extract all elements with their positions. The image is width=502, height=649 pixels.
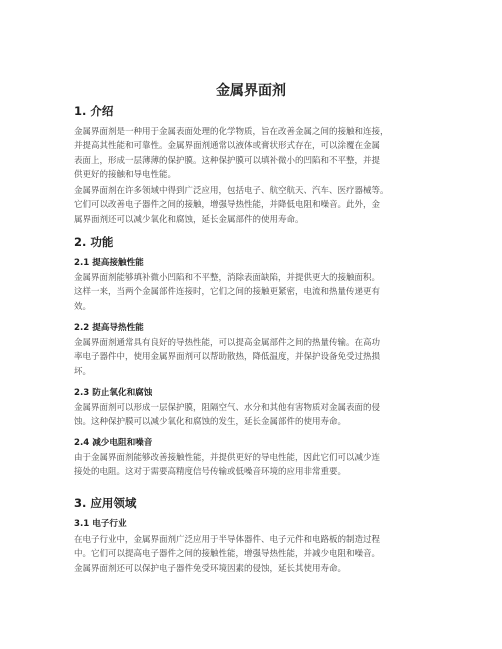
text-line: 蚀。这种保护膜可以减少氧化和腐蚀的发生，延长金属部件的使用寿命。: [74, 417, 347, 428]
text-line: 接处的电阻。这对于需要高精度信号传输或低噪音环境的应用非常重要。: [74, 467, 347, 478]
subsection-heading: 2.4 减少电阻和噪音: [74, 438, 153, 448]
text-line: 金属界面剂可以形成一层保护膜，阻隔空气、水分和其他有害物质对金属表面的侵: [74, 403, 381, 413]
subsection-paragraph: [74, 451, 434, 480]
text-line: 金属界面剂还可以保护电子器件免受环境因素的侵蚀，延长其使用寿命。: [74, 563, 347, 574]
subsection-paragraph: [74, 533, 434, 576]
text-line: 金属界面剂通常具有良好的导热性能，可以提高金属部件之间的热量传输。在高功: [74, 338, 381, 348]
text-line: 中。它们可以提高电子器件之间的接触性能，增强导热性能，并减少电阻和噪音。: [74, 549, 381, 560]
text-line: 效。: [74, 301, 92, 312]
subsection-heading: 2.3 防止氧化和腐蚀: [74, 388, 153, 398]
section-heading-intro: 1. 介绍: [74, 104, 114, 118]
text-line: 金属界面剂是一种用于金属表面处理的化学物质，旨在改善金属之间的接触和连接，: [74, 127, 389, 137]
subsection-heading: 3.1 电子行业: [74, 519, 127, 529]
text-line: 并提高其性能和可靠性。金属界面剂通常以液体或膏状形式存在，可以涂覆在金属: [74, 141, 381, 152]
text-line: 金属界面剂能够填补微小凹陷和不平整，消除表面缺陷，并提供更大的接触面积。: [74, 273, 381, 283]
document-title: 金属界面剂: [216, 83, 286, 99]
subsection-heading: 2.2 提高导热性能: [74, 323, 144, 333]
section-heading-functions: 2. 功能: [74, 235, 114, 249]
text-line: 表面上，形成一层薄薄的保护膜。这种保护膜可以填补微小的凹陷和不平整，并提: [74, 155, 381, 166]
text-line: 坏。: [74, 366, 92, 377]
intro-paragraph-1: [74, 125, 434, 183]
text-line: 它们可以改善电子器件之间的接触，增强导热性能，并降低电阻和噪音。此外，金: [74, 200, 381, 211]
text-line: 由于金属界面剂能够改善接触性能，并提供更好的导电性能，因此它们可以减少连: [74, 453, 381, 463]
subsection-paragraph: [74, 271, 434, 314]
subsection-paragraph: [74, 401, 434, 430]
text-line: 供更好的接触和导电性能。: [74, 170, 177, 181]
text-line: 金属界面剂在许多领域中得到广泛应用，包括电子、航空航天、汽车、医疗器械等。: [74, 186, 389, 196]
text-line: 这样一来，当两个金属部件连接时，它们之间的接触更紧密，电流和热量传递更有: [74, 287, 381, 298]
text-line: 属界面剂还可以减少氧化和腐蚀，延长金属部件的使用寿命。: [74, 214, 304, 225]
section-heading-applications: 3. 应用领域: [74, 496, 137, 510]
text-line: 率电子器件中，使用金属界面剂可以帮助散热，降低温度，并保护设备免受过热损: [74, 352, 381, 363]
subsection-paragraph: [74, 336, 434, 379]
subsection-heading: 2.1 提高接触性能: [74, 258, 144, 268]
intro-paragraph-2: [74, 184, 434, 227]
text-line: 在电子行业中，金属界面剂广泛应用于半导体器件、电子元件和电路板的制造过程: [74, 535, 381, 545]
